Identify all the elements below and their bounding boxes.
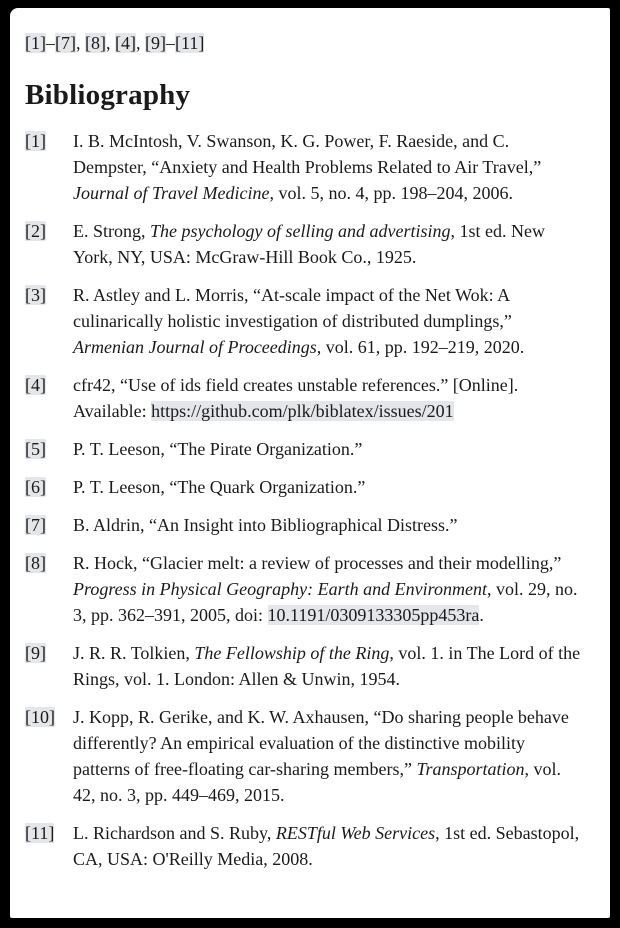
reference-label-cell bbox=[25, 640, 73, 692]
citation-link[interactable]: [1] bbox=[25, 33, 46, 53]
reference-entry bbox=[25, 372, 584, 424]
text-segment: . bbox=[479, 605, 484, 625]
italic-title: Journal of Travel Medicine bbox=[73, 183, 270, 203]
document-page bbox=[10, 8, 610, 918]
reference-label[interactable]: [5] bbox=[25, 439, 46, 459]
italic-title: The Fellowship of the Ring bbox=[194, 643, 390, 663]
text-segment: P. T. Leeson, “The Pirate Organization.” bbox=[73, 439, 363, 459]
bibliography-heading: Bibliography bbox=[25, 79, 191, 111]
reference-label[interactable]: [10] bbox=[25, 707, 55, 727]
reference-text bbox=[73, 282, 584, 360]
italic-title: The psychology of selling and advertising bbox=[150, 221, 451, 241]
reference-entry bbox=[25, 512, 584, 538]
text-segment: , 1st ed. Sebastopol, CA, USA: O'Reilly Media, 2008. bbox=[73, 823, 580, 869]
text-segment: , vol. 29, no. 3, pp. 362–391, 2005, doi: bbox=[73, 579, 578, 625]
reference-text bbox=[73, 820, 584, 872]
text-segment: E. Strong, bbox=[73, 221, 151, 241]
text-segment: , 1st ed. New York, NY, USA: McGraw-Hill Book Co., 1925. bbox=[73, 221, 545, 267]
citation-link[interactable]: [7] bbox=[55, 33, 76, 53]
reference-label[interactable]: [11] bbox=[25, 823, 55, 843]
reference-list bbox=[25, 128, 584, 872]
text-segment: cfr42, “Use of ids field creates unstable references.” [Online]. Available: bbox=[73, 375, 519, 421]
reference-label-cell bbox=[25, 704, 73, 808]
reference-label[interactable]: [9] bbox=[25, 643, 46, 663]
reference-label[interactable]: [2] bbox=[25, 221, 46, 241]
text-segment: I. B. McIntosh, V. Swanson, K. G. Power, F. Raeside, and C. Dempster, “Anxiety and Health Problems Related to Air Travel,” bbox=[73, 131, 542, 177]
reference-text bbox=[73, 474, 584, 500]
reference-text bbox=[73, 436, 584, 462]
reference-entry bbox=[25, 282, 584, 360]
italic-title: Armenian Journal of Proceedings bbox=[73, 337, 317, 357]
reference-label-cell bbox=[25, 128, 73, 206]
text-segment: R. Astley and L. Morris, “At-scale impact of the Net Wok: A culinarically holistic investigation of distributed dumplings,” bbox=[73, 285, 512, 331]
text-segment: , vol. 5, no. 4, pp. 198–204, 2006. bbox=[269, 183, 513, 203]
reference-entry bbox=[25, 550, 584, 628]
text-segment: P. T. Leeson, “The Quark Organization.” bbox=[73, 477, 366, 497]
citation-line bbox=[25, 30, 584, 56]
reference-text bbox=[73, 372, 584, 424]
reference-label-cell bbox=[25, 436, 73, 462]
citation-link[interactable]: [9] bbox=[145, 33, 166, 53]
text-segment: , vol. 42, no. 3, pp. 449–469, 2015. bbox=[73, 759, 562, 805]
reference-text bbox=[73, 550, 584, 628]
text-segment: – bbox=[166, 33, 175, 53]
italic-title: RESTful Web Services bbox=[275, 823, 436, 843]
reference-label-cell bbox=[25, 282, 73, 360]
citation-link[interactable]: [4] bbox=[115, 33, 136, 53]
reference-entry bbox=[25, 820, 584, 872]
citation-link[interactable]: [8] bbox=[85, 33, 106, 53]
reference-text bbox=[73, 128, 584, 206]
text-segment: J. R. R. Tolkien, bbox=[73, 643, 195, 663]
citation-link[interactable]: [11] bbox=[175, 33, 205, 53]
reference-label-cell bbox=[25, 512, 73, 538]
text-segment: , vol. 61, pp. 192–219, 2020. bbox=[316, 337, 525, 357]
reference-label-cell bbox=[25, 550, 73, 628]
hyperlink[interactable]: https://github.com/plk/biblatex/issues/201 bbox=[151, 401, 454, 421]
text-segment: – bbox=[46, 33, 55, 53]
reference-entry bbox=[25, 474, 584, 500]
reference-label[interactable]: [8] bbox=[25, 553, 46, 573]
reference-entry bbox=[25, 704, 584, 808]
reference-label-cell bbox=[25, 218, 73, 270]
reference-entry bbox=[25, 436, 584, 462]
reference-entry bbox=[25, 128, 584, 206]
reference-label[interactable]: [1] bbox=[25, 131, 46, 151]
reference-text bbox=[73, 512, 584, 538]
reference-label[interactable]: [7] bbox=[25, 515, 46, 535]
reference-entry bbox=[25, 218, 584, 270]
text-segment: R. Hock, “Glacier melt: a review of processes and their modelling,” bbox=[73, 553, 562, 573]
italic-title: Transportation bbox=[416, 759, 525, 779]
text-segment: , bbox=[136, 33, 145, 53]
reference-entry bbox=[25, 640, 584, 692]
reference-label-cell bbox=[25, 474, 73, 500]
reference-label[interactable]: [6] bbox=[25, 477, 46, 497]
reference-text bbox=[73, 218, 584, 270]
text-segment: , vol. 1. in The Lord of the Rings, vol. 1. London: Allen & Unwin, 1954. bbox=[73, 643, 581, 689]
text-segment: J. Kopp, R. Gerike, and K. W. Axhausen, “Do sharing people behave differently? An empirical evaluation of the distinctive mobility patterns of free-floating car-sharing members,” bbox=[73, 707, 569, 779]
reference-text bbox=[73, 704, 584, 808]
reference-label-cell bbox=[25, 820, 73, 872]
reference-label[interactable]: [4] bbox=[25, 375, 46, 395]
reference-label[interactable]: [3] bbox=[25, 285, 46, 305]
reference-text bbox=[73, 640, 584, 692]
text-segment: , bbox=[76, 33, 85, 53]
reference-label-cell bbox=[25, 372, 73, 424]
hyperlink[interactable]: 10.1191/0309133305pp453ra bbox=[267, 605, 480, 625]
text-segment: L. Richardson and S. Ruby, bbox=[73, 823, 276, 843]
text-segment: B. Aldrin, “An Insight into Bibliographical Distress.” bbox=[73, 515, 458, 535]
italic-title: Progress in Physical Geography: Earth and Environment bbox=[73, 579, 487, 599]
text-segment: , bbox=[106, 33, 115, 53]
